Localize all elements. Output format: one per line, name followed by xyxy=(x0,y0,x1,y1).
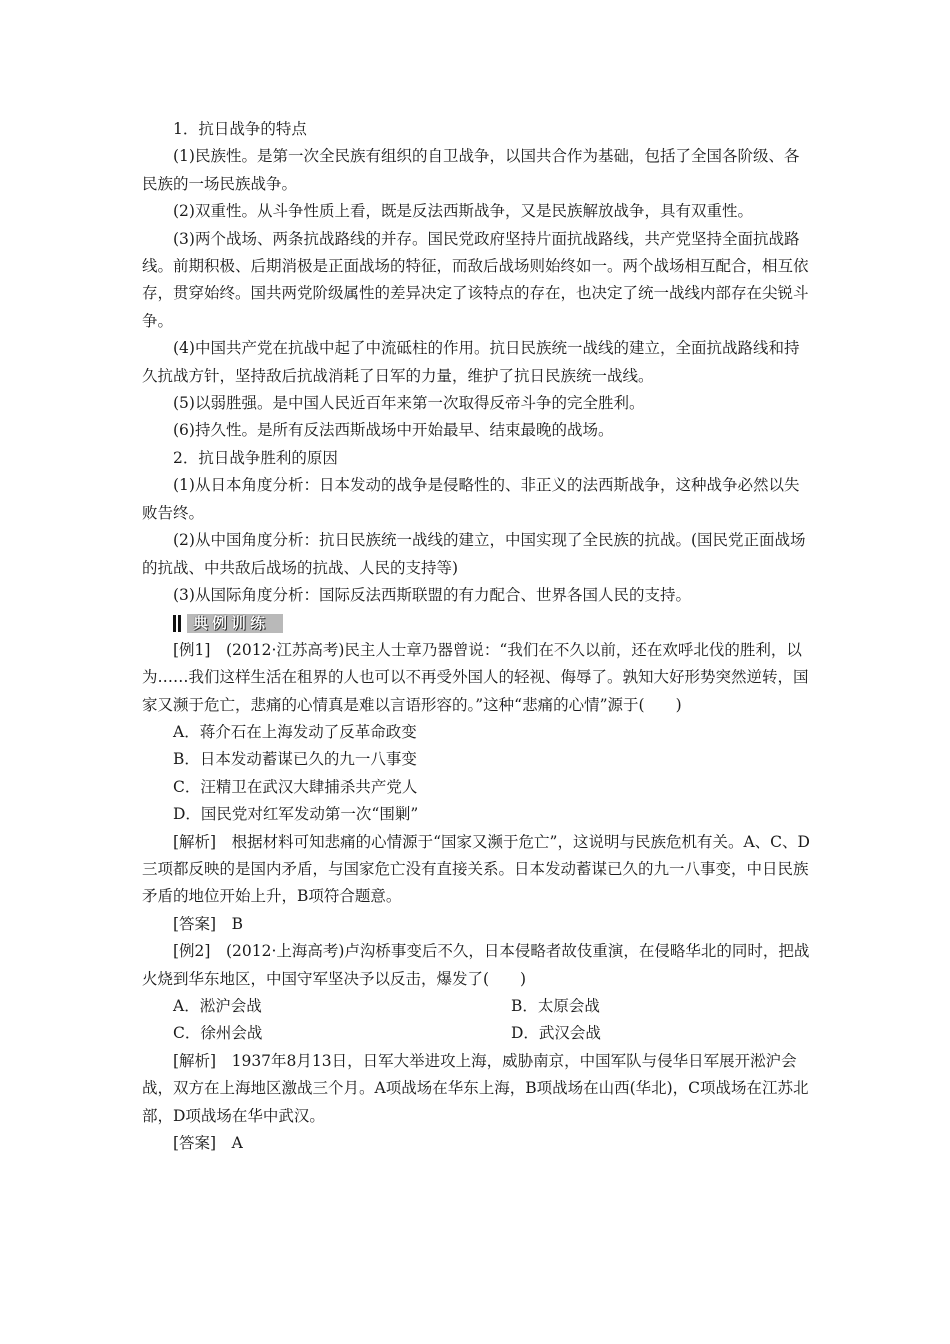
example2-analysis: [解析] 1937年8月13日，日军大举进攻上海，威胁南京，中国军队与侵华日军展开淞沪会战，双方在上海地区激战三个月。A项战场在华东上海，B项战场在山西(华北)，C项战场在江苏北部，D项战场在华中武汉。 xyxy=(142,1051,809,1125)
example2-answer: [答案] A xyxy=(173,1134,243,1153)
characteristic-item: (2)双重性。从斗争性质上看，既是反法西斯战争，又是民族解放战争，具有双重性。 xyxy=(173,202,753,221)
example-training-banner xyxy=(173,609,810,636)
section-heading-victory-reasons: 2．抗日战争胜利的原因 xyxy=(173,448,338,467)
example2-option-a: A．淞沪会战 xyxy=(173,996,262,1015)
example1-option-c: C．汪精卫在武汉大肆捕杀共产党人 xyxy=(173,777,418,796)
example2-option-d: D．武汉会战 xyxy=(511,1024,601,1043)
example1-analysis: [解析] 根据材料可知悲痛的心情源于“国家又濒于危亡”，这说明与民族危机有关。A、C、D三项都反映的是国内矛盾，与国家危亡没有直接关系。日本发动蓄谋已久的九一八事变，中日民族矛盾的地位开始上升，B项符合题意。 xyxy=(142,832,810,906)
section-heading-characteristics: 1．抗日战争的特点 xyxy=(173,120,307,138)
example1-option-d: D．国民党对红军发动第一次“围剿” xyxy=(173,805,419,824)
example1-option-a: A．蒋介石在上海发动了反革命政变 xyxy=(173,722,417,741)
example2-options-row-1 xyxy=(142,993,810,1020)
example1-question: [例1] (2012·江苏高考)民主人士章乃器曾说：“我们在不久以前，还在欢呼北伐的胜利，以为……我们这样生活在租界的人也可以不再受外国人的轻视、侮辱了。孰知大好形势突然逆转，国家又濒于危亡，悲痛的心情真是难以言语形容的。”这种“悲痛的心情”源于( ) xyxy=(142,640,809,714)
reason-item: (3)从国际角度分析：国际反法西斯联盟的有力配合、世界各国人民的支持。 xyxy=(173,585,691,604)
example2-option-b: B．太原会战 xyxy=(511,996,600,1015)
characteristic-item: (3)两个战场、两条抗战路线的并存。国民党政府坚持片面抗战路线，共产党坚持全面抗战路线。前期积极、后期消极是正面战场的特征，而敌后战场则始终如一。两个战场相互配合，相互依存，贯穿始终。国共两党阶级属性的差异决定了该特点的存在，也决定了统一战线内部存在尖锐斗争。 xyxy=(142,229,809,330)
banner-bars-icon xyxy=(173,615,181,632)
example1-option-b: B．日本发动蓄谋已久的九一八事变 xyxy=(173,750,417,769)
example1-answer: [答案] B xyxy=(173,914,243,933)
example2-question: [例2] (2012·上海高考)卢沟桥事变后不久，日本侵略者故伎重演，在侵略华北的同时，把战火烧到华东地区，中国守军坚决予以反击，爆发了( ) xyxy=(142,942,810,988)
reason-item: (2)从中国角度分析：抗日民族统一战线的建立，中国实现了全民族的抗战。(国民党正面战场的抗战、中共敌后战场的抗战、人民的支持等) xyxy=(142,531,806,577)
characteristic-item: (5)以弱胜强。是中国人民近百年来第一次取得反帝斗争的完全胜利。 xyxy=(173,394,645,413)
characteristic-item: (6)持久性。是所有反法西斯战场中开始最早、结束最晚的战场。 xyxy=(173,421,614,440)
document-body xyxy=(142,116,810,1157)
characteristic-item: (4)中国共产党在抗战中起了中流砥柱的作用。抗日民族统一战线的建立，全面抗战路线和持久抗战方针，坚持敌后抗战消耗了日军的力量，维护了抗日民族统一战线。 xyxy=(142,339,800,385)
characteristic-item: (1)民族性。是第一次全民族有组织的自卫战争，以国共合作为基础，包括了全国各阶级、各民族的一场民族战争。 xyxy=(142,147,800,193)
reason-item: (1)从日本角度分析：日本发动的战争是侵略性的、非正义的法西斯战争，这种战争必然以失败告终。 xyxy=(142,476,800,522)
banner-label: 典例训练 xyxy=(187,614,283,633)
example2-option-c: C．徐州会战 xyxy=(173,1024,263,1043)
example2-options-row-2 xyxy=(142,1020,810,1047)
